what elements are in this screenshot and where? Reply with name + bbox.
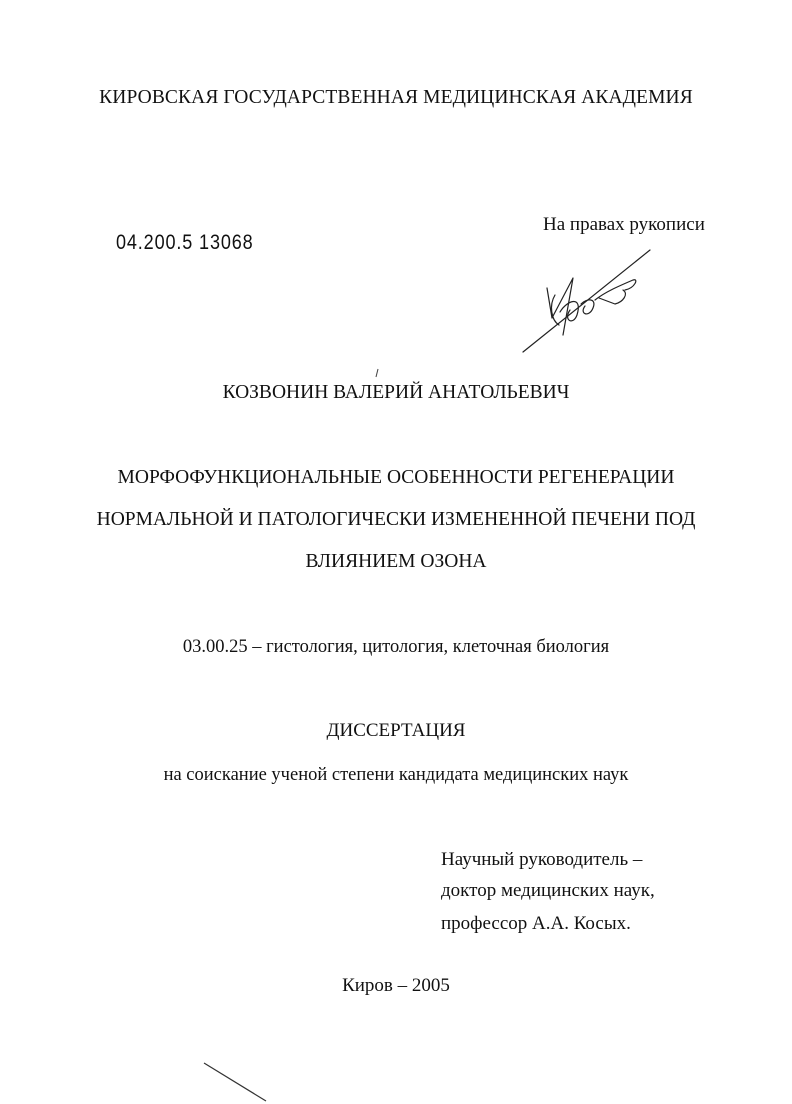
dissertation-title-line: НОРМАЛЬНОЙ И ПАТОЛОГИЧЕСКИ ИЗМЕНЕННОЙ ПЕЧЕНИ ПОД <box>96 509 696 530</box>
degree-note: на соискание ученой степени кандидата медицинских наук <box>163 765 629 785</box>
dissertation-title-line: МОРФОФУНКЦИОНАЛЬНЫЕ ОСОБЕННОСТИ РЕГЕНЕРАЦИИ <box>117 467 675 488</box>
rights-note: На правах рукописи <box>543 214 705 235</box>
registration-stamp: 04.200.5 13068 <box>116 231 254 254</box>
place-year: Киров – 2005 <box>342 975 450 996</box>
scan-line-mark <box>200 1055 270 1104</box>
supervisor-line: профессор А.А. Косых. <box>441 913 631 934</box>
handwritten-signature <box>515 240 665 355</box>
stray-mark <box>374 368 380 378</box>
specialty-code: 03.00.25 – гистология, цитология, клеточная биология <box>182 637 610 657</box>
institution-name: КИРОВСКАЯ ГОСУДАРСТВЕННАЯ МЕДИЦИНСКАЯ АКАДЕМИЯ <box>99 87 693 108</box>
supervisor-line: доктор медицинских наук, <box>441 880 655 901</box>
document-type: ДИССЕРТАЦИЯ <box>326 720 466 741</box>
author-name: КОЗВОНИН ВАЛЕРИЙ АНАТОЛЬЕВИЧ <box>222 382 570 403</box>
supervisor-line: Научный руководитель – <box>441 849 643 870</box>
dissertation-title-line: ВЛИЯНИЕМ ОЗОНА <box>305 551 487 572</box>
